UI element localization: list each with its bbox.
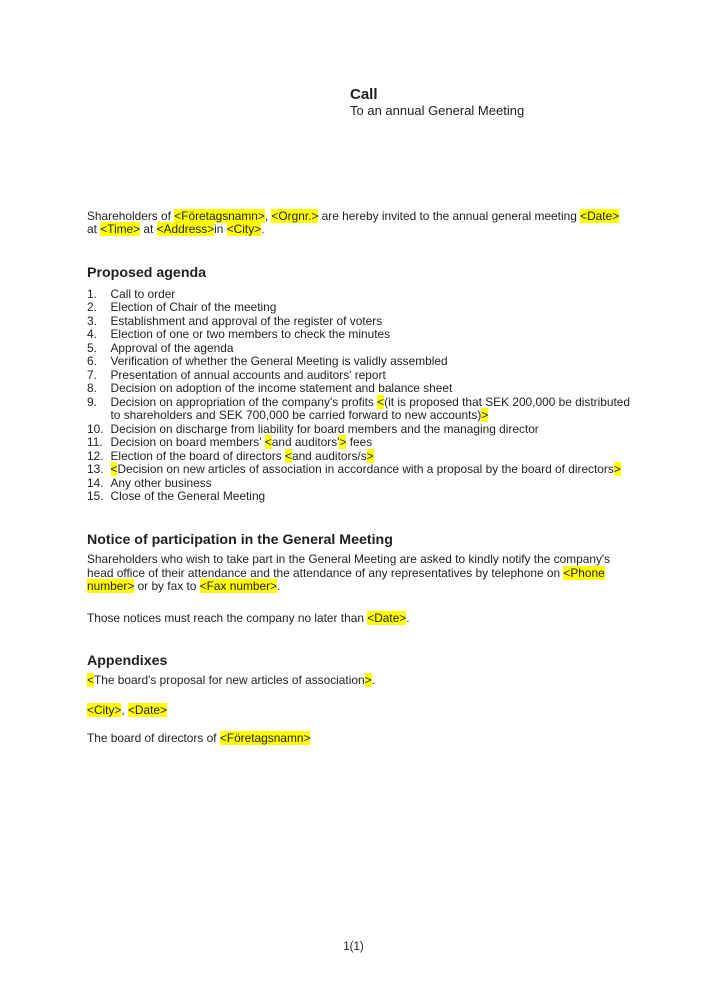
placeholder-highlight: > (364, 673, 372, 688)
agenda-item-text (111, 369, 631, 383)
agenda-item-number: 2. (87, 300, 97, 315)
agenda-item-number: 13. (87, 462, 104, 477)
text-run: Decision on board members' (110, 435, 265, 450)
text-run: at (87, 222, 101, 236)
agenda-item-text (111, 315, 631, 329)
document-title: Call (350, 86, 378, 103)
agenda-item-text (111, 382, 631, 396)
text-run: . (371, 673, 375, 688)
placeholder-highlight: <City> (226, 222, 262, 236)
agenda-item (87, 477, 630, 491)
intro-paragraph (87, 210, 630, 237)
placeholder-highlight: <Date> (367, 610, 407, 625)
text-run: The board of directors of (87, 731, 220, 746)
appendix-proposal-paragraph (87, 674, 630, 688)
text-run: The board's proposal for new articles of association (93, 673, 365, 688)
placeholder-highlight: <Time> (100, 222, 141, 236)
text-run: Establishment and approval of the register of voters (110, 313, 383, 328)
text-run: Close of the General Meeting (110, 489, 266, 504)
agenda-heading: Proposed agenda (87, 264, 207, 281)
text-run: fees (346, 435, 373, 450)
text-run: at (140, 222, 157, 236)
text-run: Those notices must reach the company no later than (87, 610, 368, 625)
placeholder-highlight: > (613, 462, 621, 477)
agenda-item-number: 11. (87, 435, 103, 450)
agenda-item-number: 1. (87, 286, 97, 301)
agenda-item-number: 12. (87, 448, 104, 463)
agenda-item-text (111, 328, 631, 342)
page-number: 1(1) (343, 941, 364, 953)
agenda-item-text (111, 436, 631, 450)
agenda-item (87, 490, 630, 504)
agenda-item-text (111, 423, 631, 437)
placeholder-highlight: <Address> (156, 222, 215, 236)
text-run: Election of one or two members to check the minutes (110, 327, 391, 342)
agenda-item-number: 3. (87, 313, 97, 328)
document-subtitle: To an annual General Meeting (350, 103, 525, 119)
agenda-item-text (111, 342, 631, 356)
agenda-item (87, 301, 630, 315)
agenda-item-number: 9. (87, 394, 97, 409)
placeholder-highlight: <Företagsnamn> (174, 208, 265, 223)
placeholder-highlight: <Date> (127, 702, 167, 717)
agenda-item-text (111, 396, 631, 423)
agenda-item-text (111, 463, 631, 477)
text-run: in (214, 222, 227, 236)
placeholder-highlight: < (377, 394, 385, 409)
text-run: Presentation of annual accounts and auditors' report (110, 367, 386, 382)
placeholder-highlight: < (285, 448, 292, 463)
text-run: Decision on appropriation of the company's profits (110, 394, 378, 409)
agenda-item-text (111, 288, 631, 302)
agenda-item-number: 15. (87, 489, 104, 504)
agenda-item-text (111, 490, 631, 504)
placeholder-highlight: < (264, 435, 272, 450)
agenda-item-number: 4. (87, 327, 97, 342)
agenda-item (87, 315, 630, 329)
agenda-section (87, 265, 630, 504)
text-run: , (264, 208, 272, 223)
appendixes-section (87, 653, 630, 746)
agenda-item-number: 5. (87, 340, 97, 355)
agenda-item (87, 288, 630, 302)
text-run: or by fax to (134, 579, 200, 594)
text-run: Decision on new articles of association in accordance with a proposal by the board of directors (117, 462, 614, 477)
text-run: are hereby invited to the annual general meeting (318, 208, 581, 223)
placeholder-highlight: > (366, 448, 374, 463)
city-date-line (87, 704, 630, 718)
placeholder-highlight: <Phone number> (87, 565, 605, 594)
text-run: Shareholders of (87, 208, 175, 223)
agenda-item-number: 10. (87, 421, 104, 436)
text-run: , (121, 702, 128, 717)
appendixes-heading: Appendixes (87, 653, 168, 670)
deadline-paragraph (87, 612, 630, 626)
placeholder-highlight: <City> (87, 702, 122, 717)
text-run: Election of Chair of the meeting (110, 300, 277, 315)
agenda-item-text (111, 301, 631, 315)
placeholder-highlight: <Fax number> (199, 579, 278, 594)
text-run: . (261, 222, 265, 236)
placeholder-highlight: < (110, 462, 118, 477)
placeholder-highlight: <Orgnr.> (271, 208, 319, 223)
placeholder-highlight: <Företagsnamn> (219, 731, 311, 746)
text-run: Approval of the agenda (110, 340, 234, 355)
agenda-list (87, 288, 630, 504)
text-run: Election of the board of directors (110, 448, 285, 463)
agenda-item (87, 369, 630, 383)
agenda-item (87, 328, 630, 342)
placeholder-highlight: > (339, 435, 347, 450)
agenda-item-text (111, 355, 631, 369)
placeholder-highlight: <Date> (580, 208, 620, 223)
agenda-item-text (111, 450, 631, 464)
title-block (350, 86, 630, 120)
agenda-item (87, 355, 630, 369)
agenda-item (87, 396, 630, 423)
agenda-item (87, 463, 630, 477)
agenda-item-number: 7. (87, 367, 97, 382)
agenda-item (87, 342, 630, 356)
text-run: Any other business (110, 475, 212, 490)
agenda-item-number: 8. (87, 381, 97, 396)
agenda-item (87, 450, 630, 464)
text-run: Shareholders who wish to take part in the General Meeting are asked to kindly notify the company's head office of their attendance and the attendance of any representatives by telephone on (87, 552, 611, 580)
text-run: and auditors' (271, 435, 340, 450)
notice-section (87, 532, 630, 625)
text-run: and auditors/s (291, 448, 367, 463)
text-run: Call to order (110, 286, 176, 301)
text-run: Verification of whether the General Meeting is validly assembled (110, 354, 448, 369)
agenda-item-text (111, 477, 631, 491)
agenda-item (87, 382, 630, 396)
agenda-item-number: 14. (87, 475, 104, 490)
text-run: Decision on discharge from liability for board members and the managing director (110, 421, 539, 436)
text-run: . (406, 610, 410, 625)
agenda-item (87, 436, 630, 450)
text-run: (it is proposed that SEK 200,000 be distributed to shareholders and SEK 700,000 be carried forward to new accounts) (110, 394, 631, 423)
placeholder-highlight: > (481, 408, 489, 423)
text-run: Decision on adoption of the income statement and balance sheet (110, 381, 453, 396)
notice-heading: Notice of participation in the General Meeting (87, 531, 393, 548)
agenda-item (87, 423, 630, 437)
notice-paragraph (87, 553, 630, 594)
placeholder-highlight: < (87, 673, 94, 688)
text-run: . (277, 579, 281, 594)
signature-line (87, 732, 630, 746)
agenda-item-number: 6. (87, 354, 97, 369)
